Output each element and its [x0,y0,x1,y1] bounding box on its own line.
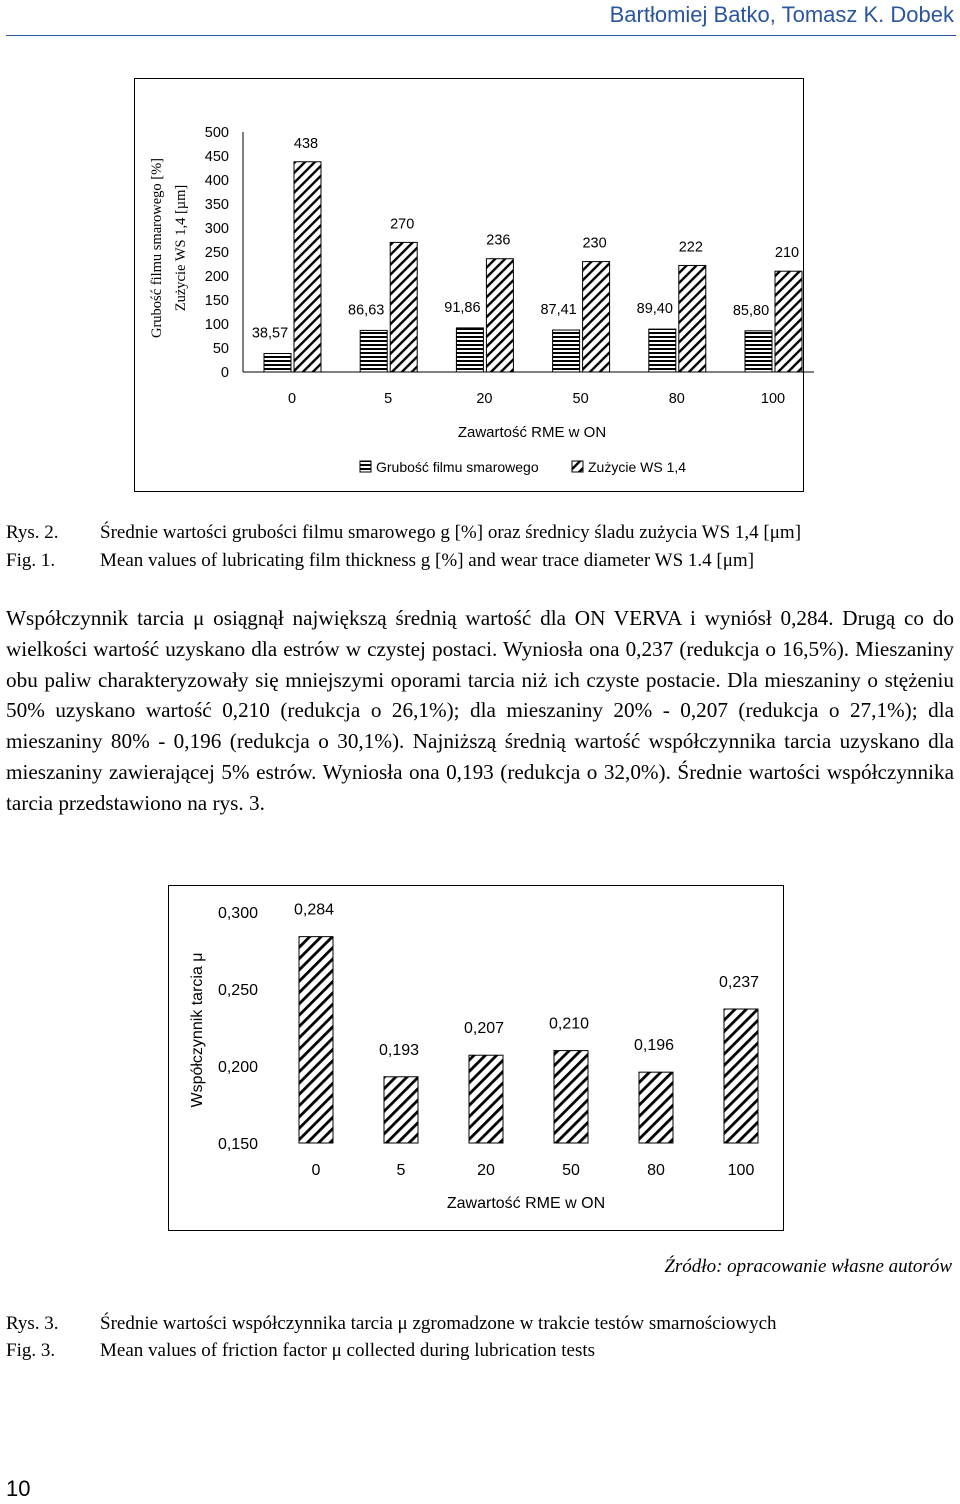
y-tick-label: 300 [204,221,229,237]
x-tick-label: 20 [477,1162,495,1179]
data-label-film-thickness: 85,80 [732,302,770,319]
x-tick-label: 80 [647,1162,665,1179]
y-tick-label: 250 [204,245,229,261]
bar-friction [469,1055,503,1143]
bar-friction [554,1051,588,1143]
bar-friction [299,937,333,1143]
y-tick-label: 350 [204,197,229,213]
data-label-friction: 0,196 [633,1037,675,1055]
y-tick-label: 100 [204,317,229,333]
source-note: Źródło: opracowanie własne autorów [664,1256,952,1277]
data-label-friction: 0,237 [718,974,760,992]
caption-label: Rys. 2. [6,522,59,543]
data-label-friction: 0,284 [293,901,335,919]
bar-friction [384,1077,418,1143]
x-tick-label: 5 [384,391,393,407]
y-tick-label: 0,200 [217,1059,258,1076]
x-tick-label: 20 [476,391,493,407]
bar-friction [639,1072,673,1143]
data-label-wear: 230 [582,235,607,252]
x-tick-label: 100 [760,391,786,407]
figure3-caption-en [6,1340,956,1366]
y-tick-label: 400 [204,173,229,189]
caption-text: Średnie wartości grubości filmu smarowego g [%] oraz średnicy śladu zużycia WS 1,4 [μm] [100,522,802,543]
x-tick-label: 5 [396,1162,406,1179]
figure3-ylabel: Współczynnik tarcia μ [189,952,206,1108]
caption-text: Mean values of lubricating film thickness g [%] and wear trace diameter WS 1.4 [μm] [100,550,755,571]
x-tick-label: 50 [562,1162,580,1179]
data-label-friction: 0,207 [463,1020,505,1038]
y-tick-label: 0 [220,365,229,381]
data-label-friction: 0,193 [378,1041,420,1059]
figure2-ylabel-line2: Zużycie WS 1,4 [µm] [173,184,189,312]
data-label-film-thickness: 86,63 [348,302,385,319]
caption-text: Mean values of friction factor μ collected during lubrication tests [100,1340,596,1361]
data-label-wear: 222 [678,239,703,256]
y-tick-label: 200 [204,269,229,285]
header-authors: Bartłomiej Batko, Tomasz K. Dobek [609,2,954,27]
figure2-ylabel-line1: Grubość filmu smarowego [%] [149,158,165,338]
caption-text: Średnie wartości współczynnika tarcia μ zgromadzone w trakcie testów smarnościowych [100,1313,777,1334]
y-tick-label: 150 [204,293,229,309]
caption-label: Rys. 3. [6,1313,59,1334]
caption-label: Fig. 1. [6,550,56,571]
x-tick-label: 100 [727,1162,755,1179]
x-tick-label: 0 [287,391,297,407]
caption-label: Fig. 3. [6,1340,56,1361]
y-tick-label: 450 [204,149,229,165]
y-tick-label: 0,250 [217,982,258,999]
data-label-film-thickness: 91,86 [444,299,481,316]
data-label-wear: 236 [486,232,511,249]
data-label-wear: 438 [293,135,319,152]
figure2-xlabel: Zawartość RME w ON [457,424,607,441]
y-tick-label: 50 [212,341,229,357]
data-label-film-thickness: 38,57 [251,325,289,342]
y-tick-label: 500 [204,125,229,141]
page-number: 10 [6,1476,31,1501]
data-label-friction: 0,210 [548,1015,590,1033]
x-tick-label: 0 [311,1162,321,1179]
figure3-caption-pl [6,1313,956,1339]
data-label-wear: 210 [774,245,800,262]
data-label-film-thickness: 89,40 [636,301,673,318]
bar-friction [724,1009,758,1143]
data-label-film-thickness: 87,41 [540,302,577,319]
x-tick-label: 80 [668,391,685,407]
data-label-wear: 270 [390,216,415,233]
body-paragraph: Współczynnik tarcia μ osiągnął największą średnią wartość dla ON VERVA i wyniósł 0,284. Drugą co do wielkości wartość uzyskano dla estrów w czystej postaci. Wyniosła ona 0,237 (redukcja o 16,5%). Mieszaniny obu paliw charakteryzowały się mniejszymi oporami tarcia niż ich czyste postacie. Dla mieszaniny o stężeniu 50% uzyskano wartość 0,210 (redukcja o 26,1%); dla mieszaniny 20% - 0,207 (redukcja o 27,1%); dla mieszaniny 80% - 0,196 (redukcja o 30,1%). Najniższą średnią wartość współczynnika tarcia uzyskano dla mieszaniny zawierającej 5% estrów. Wyniosła ona 0,193 (redukcja o 32,0%). Średnie wartości współczynnika tarcia przedstawiono na rys. 3. [6,606,954,815]
figure3-xlabel: Zawartość RME w ON [446,1195,606,1212]
legend-label-film: Grubość filmu smarowego [376,459,539,475]
y-tick-label: 0,300 [217,905,258,922]
y-tick-label: 0,150 [217,1136,258,1153]
x-tick-label: 50 [572,391,589,407]
legend-label-wear: Zużycie WS 1,4 [588,459,687,475]
